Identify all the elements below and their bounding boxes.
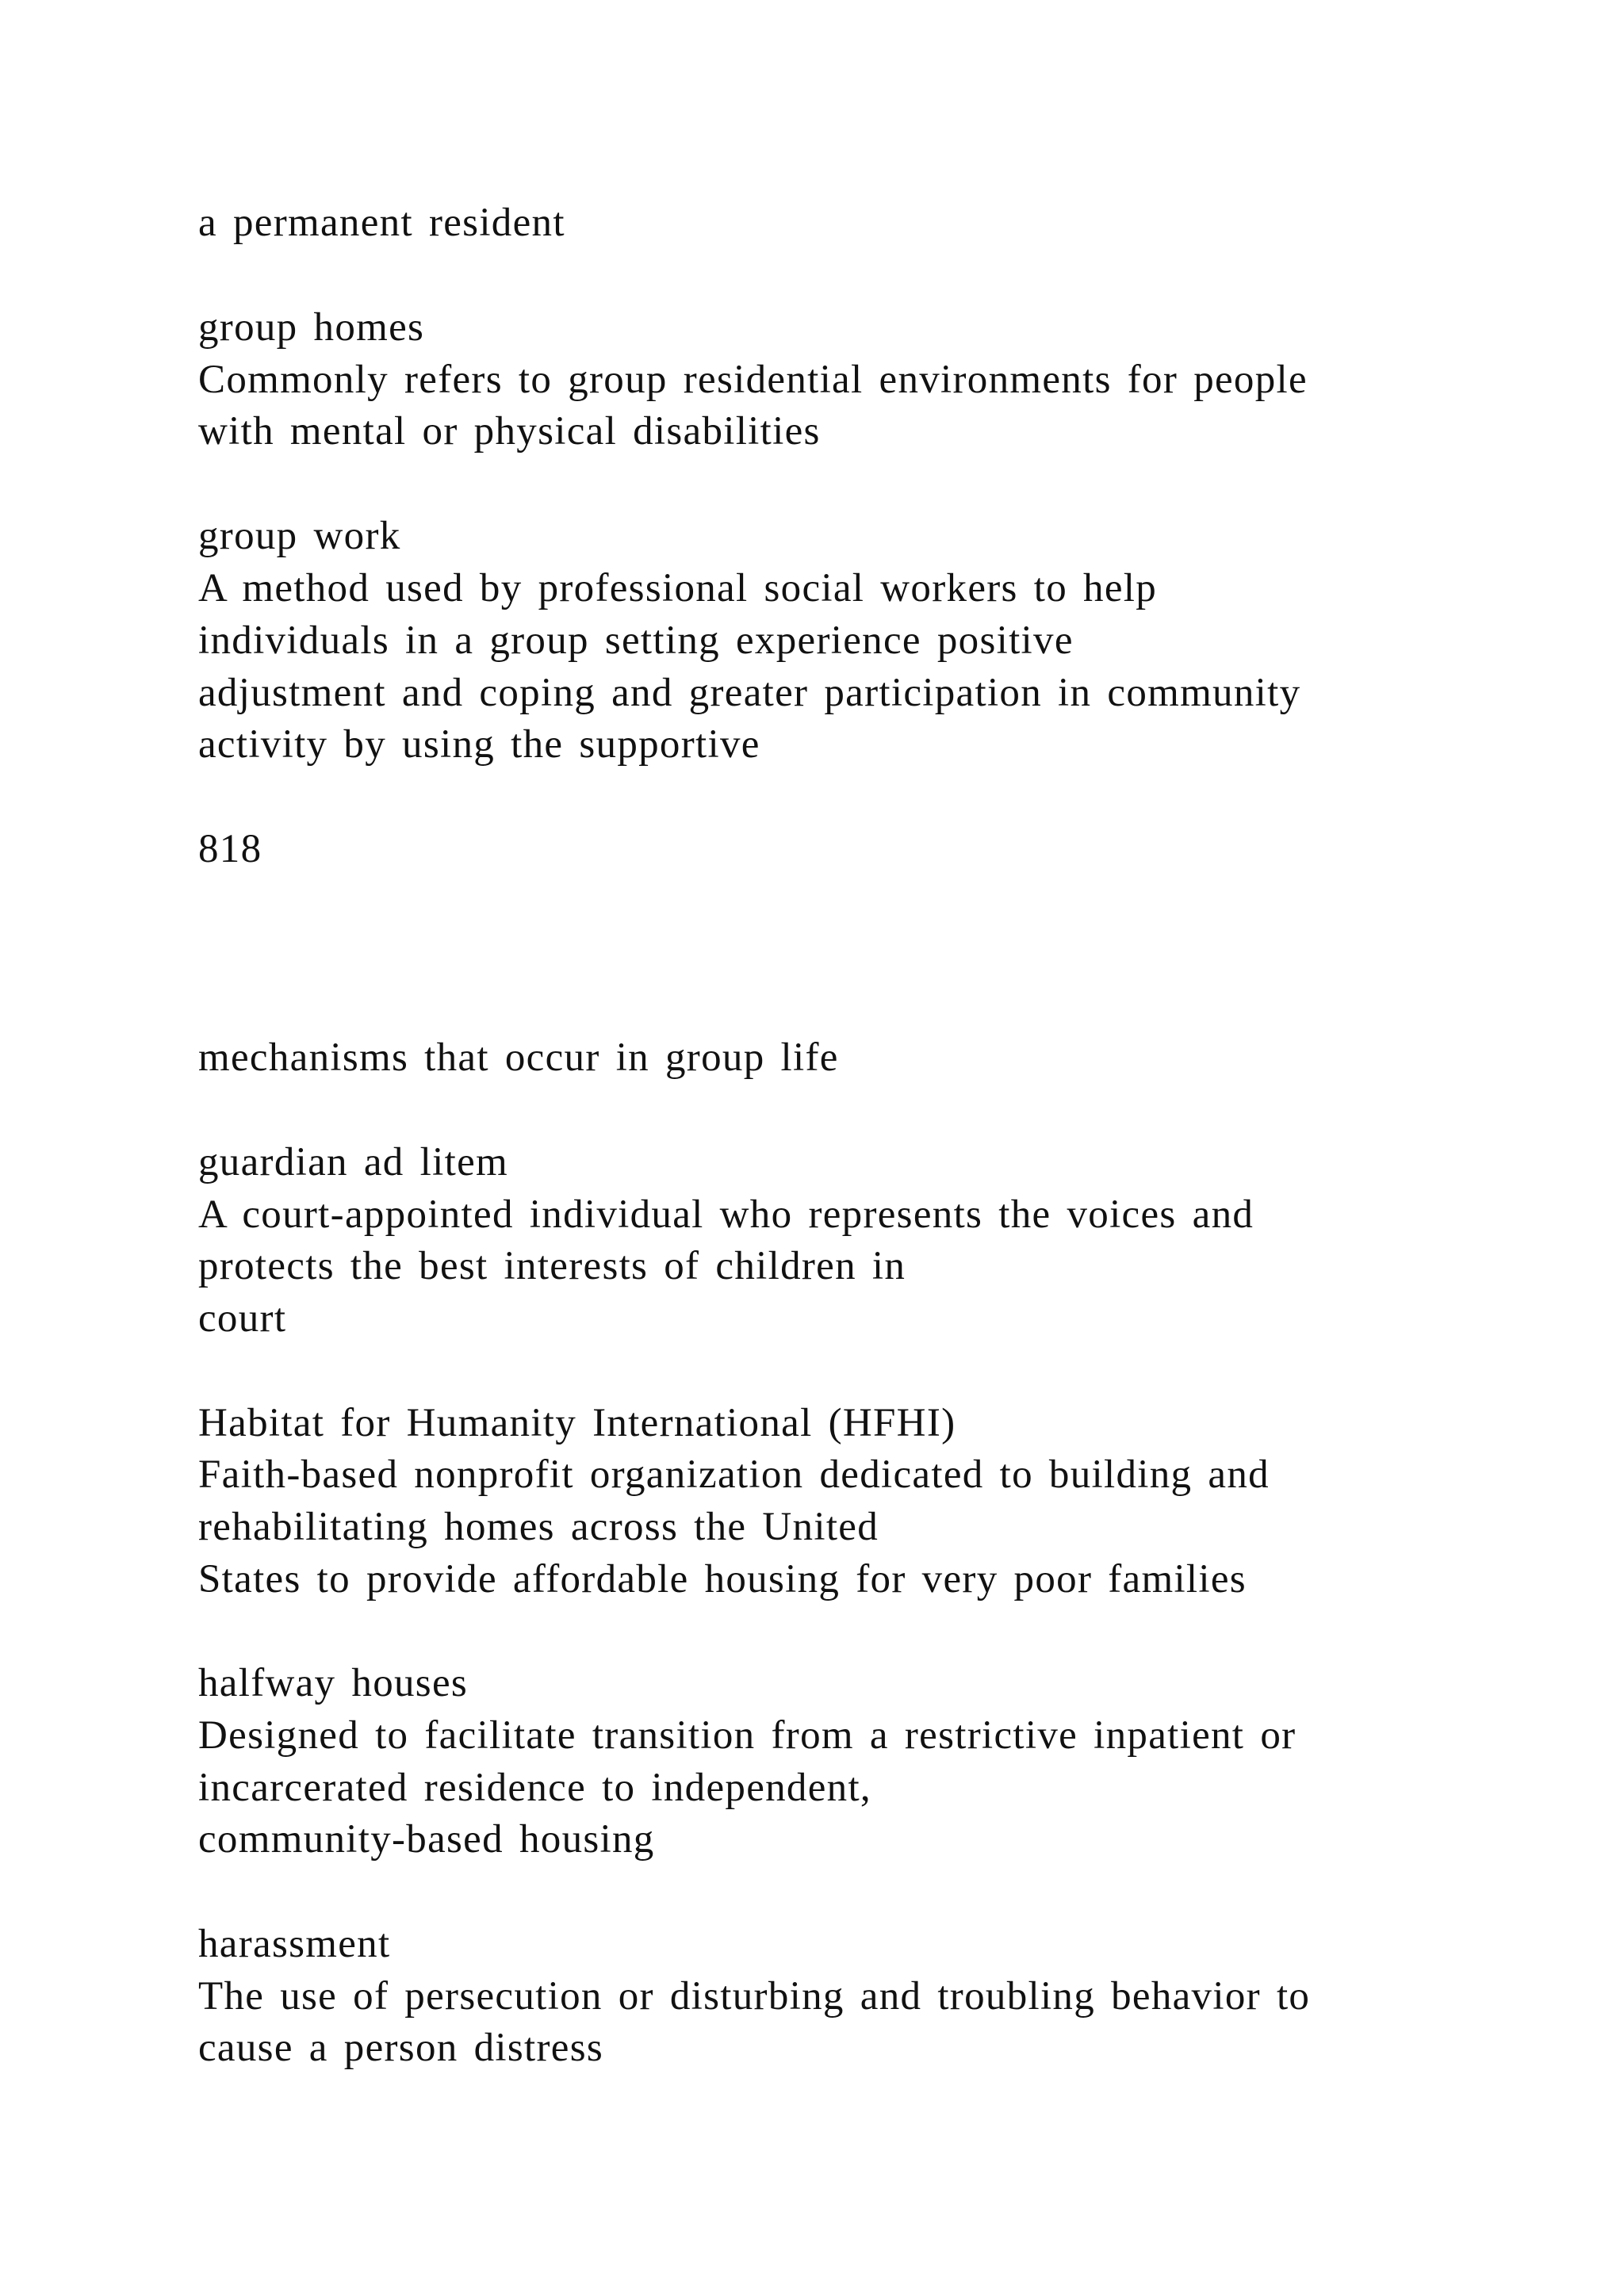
definition-line: Designed to facilitate transition from a restrictive inpatient or bbox=[198, 1713, 1297, 1758]
definition-line: The use of persecution or disturbing and troubling behavior to bbox=[198, 1974, 1311, 2019]
definition-line: with mental or physical disabilities bbox=[198, 409, 821, 453]
definition-line: activity by using the supportive bbox=[198, 722, 760, 767]
definition-line: incarcerated residence to independent, bbox=[198, 1766, 871, 1810]
definition-line: Commonly refers to group residential environments for people bbox=[198, 358, 1308, 402]
glossary-term-group-homes: group homes bbox=[198, 305, 425, 350]
definition-line: rehabilitating homes across the United bbox=[198, 1505, 879, 1549]
definition-line: A method used by professional social workers to help bbox=[198, 566, 1158, 610]
glossary-term-halfway-houses: halfway houses bbox=[198, 1661, 469, 1705]
glossary-term-harassment: harassment bbox=[198, 1922, 391, 1966]
definition-line: cause a person distress bbox=[198, 2026, 604, 2070]
glossary-term-habitat-for-humanity: Habitat for Humanity International (HFHI) bbox=[198, 1401, 956, 1445]
definition-line: individuals in a group setting experience positive bbox=[198, 618, 1074, 663]
glossary-term-guardian-ad-litem: guardian ad litem bbox=[198, 1140, 508, 1184]
definition-line: community-based housing bbox=[198, 1817, 655, 1862]
definition-line: court bbox=[198, 1296, 287, 1341]
continued-definition-fragment: a permanent resident bbox=[198, 201, 565, 245]
definition-line: Faith-based nonprofit organization dedicated to building and bbox=[198, 1452, 1270, 1497]
continued-definition-fragment: mechanisms that occur in group life bbox=[198, 1035, 839, 1080]
definition-line: protects the best interests of children in bbox=[198, 1244, 906, 1288]
page-number: 818 bbox=[198, 827, 262, 871]
glossary-term-group-work: group work bbox=[198, 514, 401, 558]
definition-line: adjustment and coping and greater participation in community bbox=[198, 671, 1301, 715]
definition-line: A court-appointed individual who represents the voices and bbox=[198, 1192, 1254, 1237]
definition-line: States to provide affordable housing for very poor families bbox=[198, 1557, 1247, 1601]
